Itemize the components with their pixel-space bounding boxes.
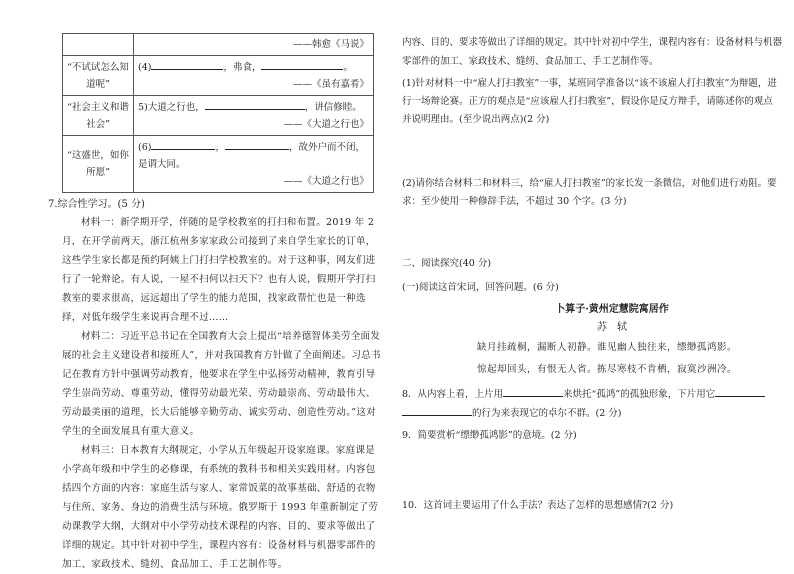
question-7-title: 7.综合性学习。(5 分)	[48, 199, 145, 210]
source-citation: ——《虽有嘉肴》	[292, 79, 369, 90]
table-row	[63, 34, 374, 56]
poem-fill-table	[62, 33, 374, 193]
material-3: 材料三：日本教育大纲规定，小学从五年级起开设家庭课。家庭课是小学高年级和中学生的必修课，有系统的教科书和相关实践用材。内容包括四个方面的内容：家庭生活与家人、家常饭菜的故事基础、舒适的衣物与住所、家务、身边的消费生活与环境。俄罗斯于 1993 年重新制定了劳动课教学大纲，大纲对中小学劳动技术课程的内容、目的、要求等做出了详细的规定。其中针对初中学生，课程内容有：设备材料与机器零部件的加工、家政技术、缝纫、食品加工、手工艺制作等。	[62, 445, 379, 570]
answer-blank[interactable]	[402, 404, 472, 416]
source-citation: ——《大道之行也》	[283, 119, 369, 130]
question-8: 8．从内容上看，上片用 来烘托“孤鸿”的孤独形象，下片用它 的行为来表现它的卓尔不群。(2 分)	[402, 385, 782, 423]
table-cell: (4) ，弗食， 。 ——《虽有嘉肴》	[134, 56, 374, 96]
table-label-empty	[63, 34, 134, 56]
source-citation: ——《大道之行也》	[283, 176, 369, 187]
left-column	[48, 33, 382, 570]
question-7-2: (2)请你结合材料二和材料三，给“雇人打扫教室”的家长发一条微信，对他们进行劝阻。要求：至少使用一种修辞手法，不超过 30 个字。(3 分)	[402, 178, 777, 207]
answer-blank[interactable]	[151, 138, 215, 150]
material-2: 材料二：习近平总书记在全国教育大会上提出“培养德智体美劳全面发展的社会主义建设者和接班人”，并对我国教育方针做了全面阐述。习总书记在教育方针中强调劳动教育，他要求在学生中弘扬劳动精神，教育引导学生崇尚劳动、尊重劳动，懂得劳动最光荣、劳动最崇高、劳动最伟大、劳动最美丽的道理，长大后能够辛勤劳动、诚实劳动、创造性劳动。”这对学生的全面发展具有重大意义。	[62, 331, 381, 437]
table-label: “这盛世，如你所愿”	[63, 136, 134, 193]
poem-line: 缺月挂疏桐，漏断人初静。谁见幽人独往来，缥缈孤鸿影。	[476, 342, 737, 353]
question-9: 9．简要赏析“缥缈孤鸿影”的意境。(2 分)	[402, 430, 577, 441]
table-row	[63, 96, 374, 136]
material-3-continued: 内容、目的、要求等做出了详细的规定。其中针对初中学生，课程内容有：设备材料与机器零部件的加工、家政技术、缝纫、食品加工、手工艺制作等。	[402, 37, 783, 67]
table-cell: (6) ， ，故外户而不闭，是谓大同。 ——《大道之行也》	[134, 136, 374, 193]
answer-blank[interactable]	[225, 138, 289, 150]
answer-blank[interactable]	[151, 58, 223, 70]
table-row	[63, 136, 374, 193]
table-label: “不试试怎么知道呢”	[63, 56, 134, 96]
right-column	[402, 33, 782, 515]
table-cell: 5)大道之行也， ，讲信修睦。 ——《大道之行也》	[134, 96, 374, 136]
answer-blank[interactable]	[503, 385, 563, 397]
question-10: 10．这首词主要运用了什么手法？表达了怎样的思想感情?(2 分)	[402, 500, 674, 511]
table-label: “社会主义和谐社会”	[63, 96, 134, 136]
question-7-1: (1)针对材料一中“雇人打扫教室”一事，某班同学准备以“该不该雇人打扫教室”为辩题，进行一场辩论赛。正方的观点是“应该雇人打扫教室”，假设你是反方辩手，请陈述你的观点并说明理由。(至少说出两点)(2 分)	[402, 78, 777, 125]
answer-blank[interactable]	[715, 385, 765, 397]
answer-blank[interactable]	[261, 58, 343, 70]
poem-line: 惊起却回头，有恨无人省。拣尽寒枝不肯栖，寂寞沙洲冷。	[476, 364, 737, 375]
poem-author: 苏 轼	[597, 322, 627, 333]
table-cell	[134, 34, 374, 56]
section-heading: 二、阅读探究(40 分)	[402, 258, 492, 269]
poem-title: 卜算子·黄州定慧院寓居作	[555, 304, 669, 315]
table-row	[63, 56, 374, 96]
answer-blank[interactable]	[205, 98, 305, 110]
source-citation: ——韩愈《马说》	[292, 39, 369, 50]
material-1: 材料一：新学期开学，伴随的是学校教室的打扫和布置。2019 年 2 月，在开学前两天，浙江杭州多家家政公司接到了来自学生家长的订单，这些学生家长都是预约阿姨上门打扫学校教室的。对于这种事，网友们进行了一轮辩论。有人说，一屋不扫何以扫天下？也有人说，假期开学打扫教室的要求很高，远远超出了学生的能力范围，找家政帮忙也是一种选择，对低年级学生来说再合理不过……	[62, 217, 376, 323]
subsection-heading: (一)阅读这首宋词，回答问题。(6 分)	[402, 282, 559, 293]
